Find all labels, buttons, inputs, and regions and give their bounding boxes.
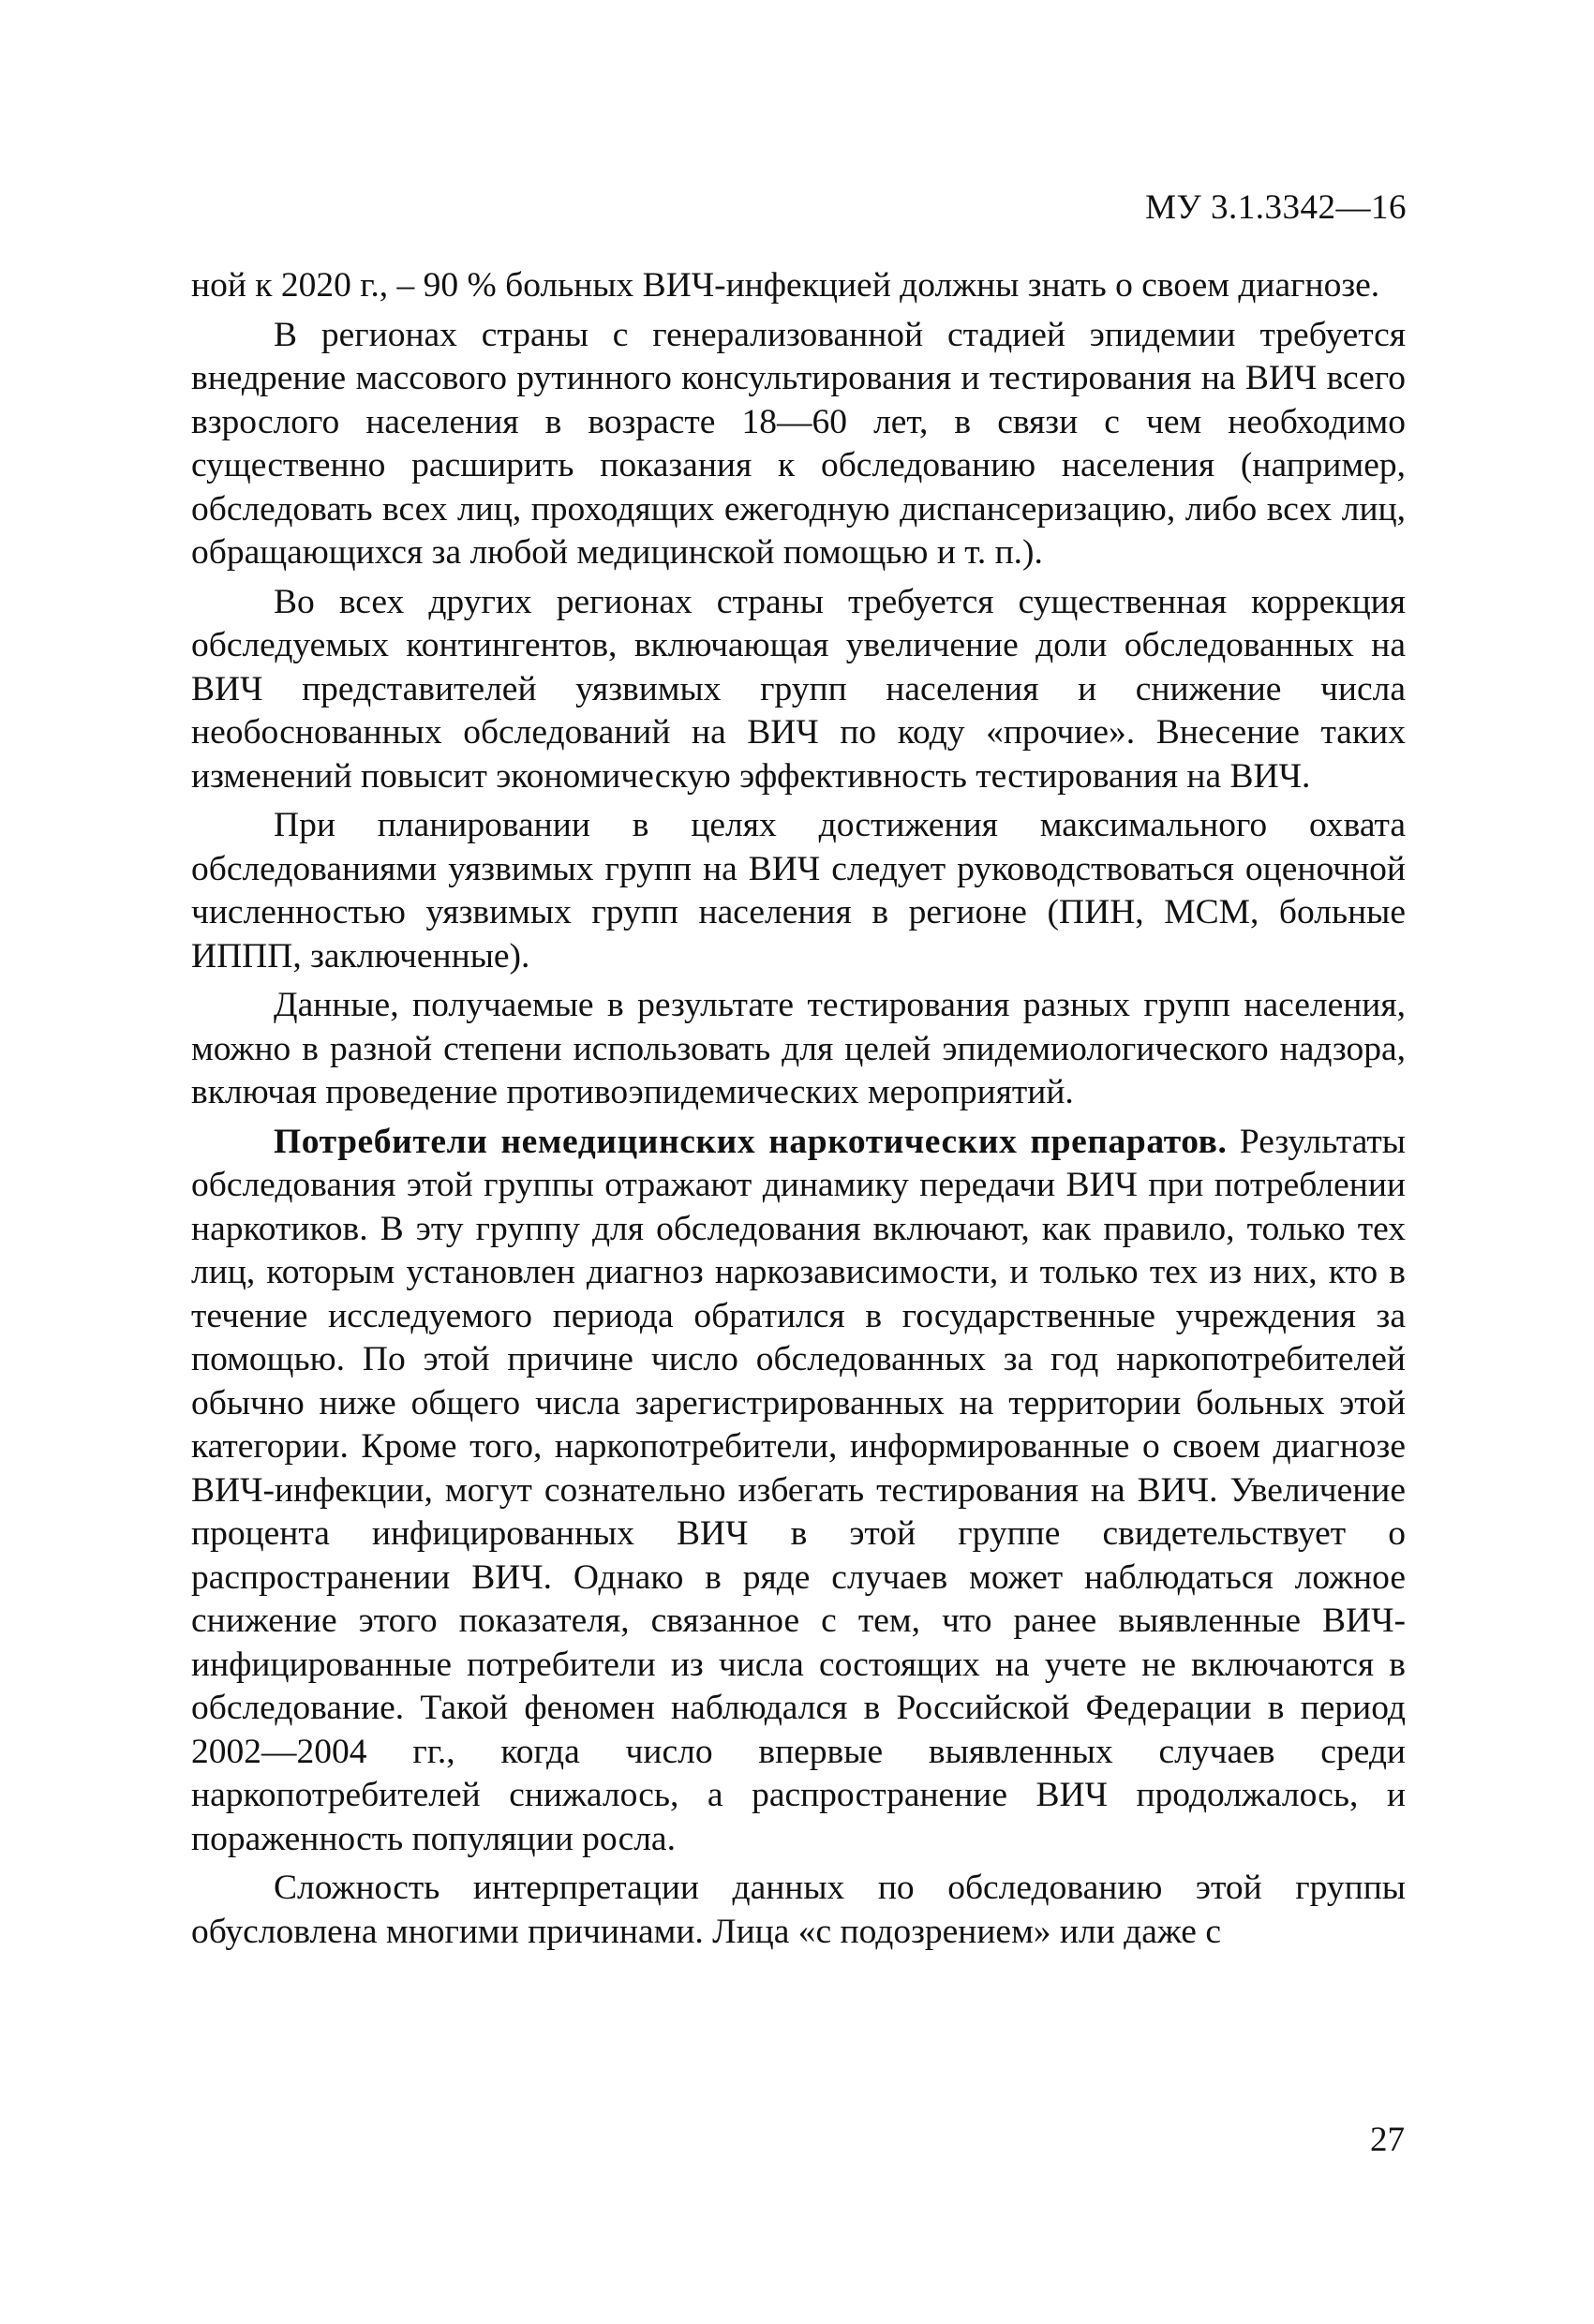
paragraph-interpretation-complexity: Сложность интерпретации данных по обследованию этой группы обусловлена многими причинами. Лица «с подозрением» или даже с: [191, 1869, 1406, 1951]
section-heading-drug-users: Потребители немедицинских наркотических препаратов.: [274, 1122, 1228, 1161]
paragraph-drug-users-text: Результаты обследования этой группы отражают динамику передачи ВИЧ при потреблении наркотиков. В эту группу для обследования включают, как правило, только тех лиц, которым установлен диагноз наркозависимости, и только тех из них, кто в течение исследуемого периода обратился в государственные учреждения за помощью. По этой причине число обследованных за год наркопотребителей обычно ниже общего числа зарегистрированных на территории больных этой категории. Кроме того, наркопотребители, информированные о своем диагнозе ВИЧ-инфекции, могут сознательно избегать тестирования на ВИЧ. Увеличение процента инфицированных ВИЧ в этой группе свидетельствует о распространении ВИЧ. Однако в ряде случаев может наблюдаться ложное снижение этого показателя, связанное с тем, что ранее выявленные ВИЧ-инфицированные потребители из числа состоящих на учете не включаются в обследование. Такой феномен наблюдался в Российской Федерации в период 2002—2004 гг., когда число впервые выявленных случаев среди наркопотребителей снижалось, а распространение ВИЧ продолжалось, и пораженность популяции росла.: [191, 1122, 1406, 1858]
paragraph-generalized-regions: В регионах страны с генерализованной стадией эпидемии требуется внедрение массового рутинного консультирования и тестирования на ВИЧ всего взрослого населения в возрасте 18—60 лет, в связи с чем необходимо существенно расширить показания к обследованию населения (например, обследовать всех лиц, проходящих ежегодную диспансеризацию, либо всех лиц, обращающихся за любой медицинской помощью и т. п.).: [191, 315, 1406, 572]
paragraph-continuation: ной к 2020 г., – 90 % больных ВИЧ-инфекцией должны знать о своем диагнозе.: [191, 266, 1380, 305]
page-number: 27: [1370, 2121, 1405, 2159]
paragraph-drug-users: [191, 1121, 1406, 1862]
document-body: [191, 264, 1406, 1954]
paragraph-planning: При планировании в целях достижения максимального охвата обследованиями уязвимых групп на ВИЧ следует руководствоваться оценочной численностью уязвимых групп населения в регионе (ПИН, МСМ, больные ИППП, заключенные).: [191, 806, 1406, 976]
paragraph-other-regions: Во всех других регионах страны требуется существенная коррекция обследуемых контингентов, включающая увеличение доли обследованных на ВИЧ представителей уязвимых групп населения и снижение числа необоснованных обследований на ВИЧ по коду «прочие». Внесение таких изменений повысит экономическую эффективность тестирования на ВИЧ.: [191, 582, 1406, 796]
document-code-header: МУ 3.1.3342—16: [1145, 188, 1407, 227]
paragraph-testing-data: Данные, получаемые в результате тестирования разных групп населения, можно в разной степени использовать для целей эпидемиологического надзора, включая проведение противоэпидемических мероприятий.: [191, 986, 1406, 1111]
